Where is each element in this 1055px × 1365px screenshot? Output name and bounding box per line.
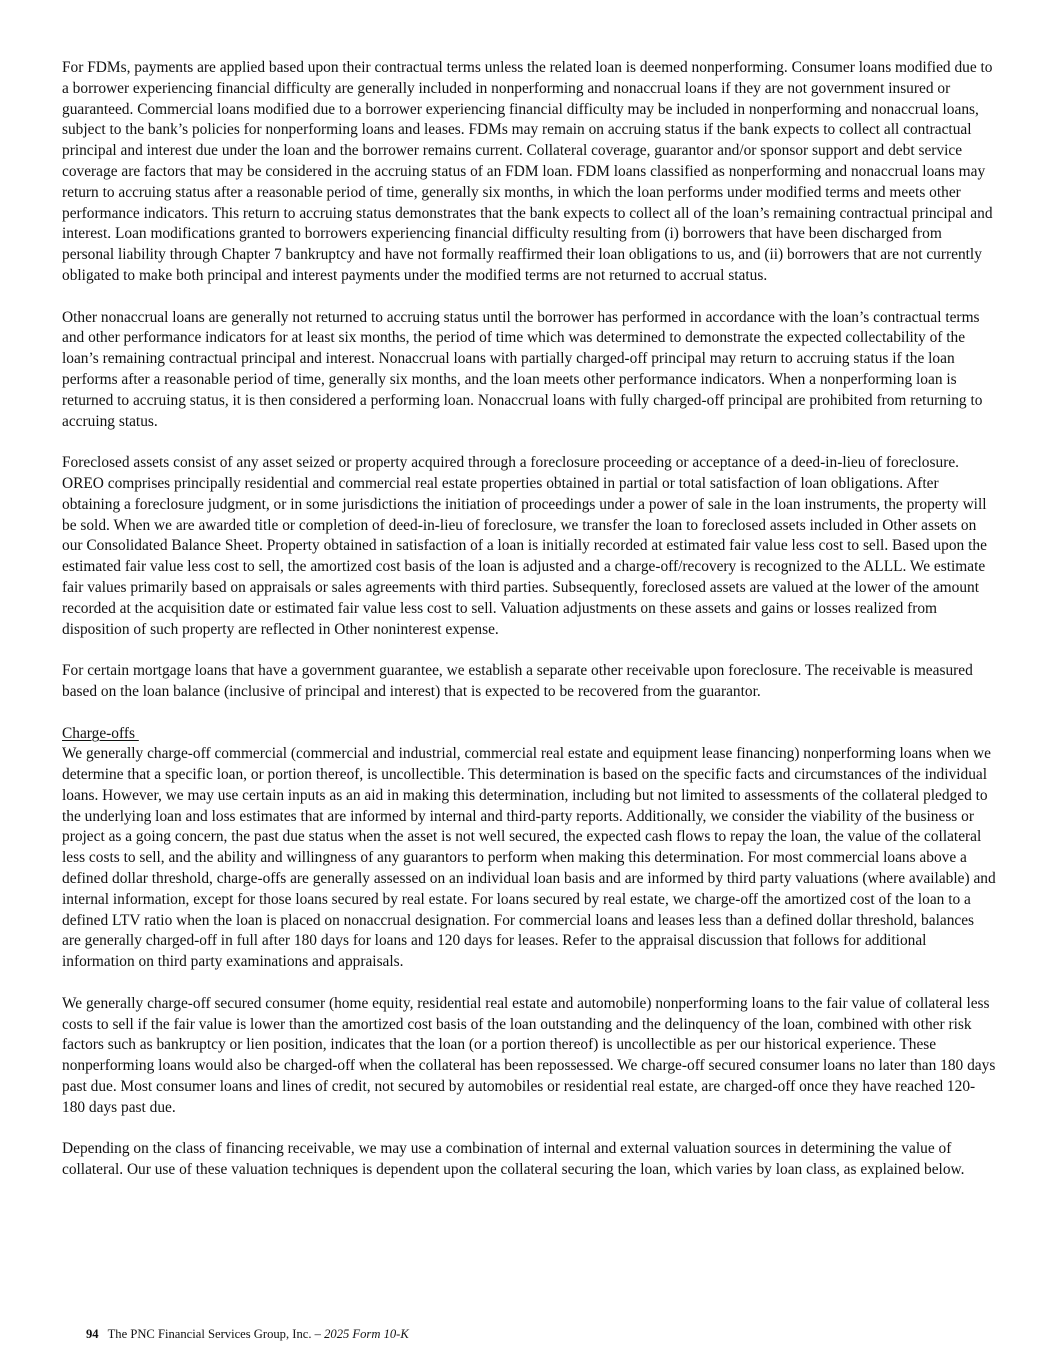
paragraph-valuation-sources: Depending on the class of financing receivable, we may use a combination of internal and external valuation sources in determining the value of collateral. Our use of these valuation techniques is dependent upon the collateral securing the loan, which varies by loan class, as explained below. [62, 1140, 965, 1179]
paragraph-fdm-payments: For FDMs, payments are applied based upon their contractual terms unless the related loan is deemed nonperforming. Consumer loans modified due to a borrower experiencing financial difficulty are generally included in nonperforming and nonaccrual loans if they are not government insured or guaranteed. Commercial loans modified due to a borrower experiencing financial difficulty may be included in nonperforming and nonaccrual loans, subject to the bank’s policies for nonperforming loans and leases. FDMs may remain on accruing status if the bank expects to collect all contractual principal and interest due under the loan and the borrower remains current. Collateral coverage, guarantor and/or sponsor support and debt service coverage are factors that may be considered in the accruing status of an FDM loan. FDM loans classified as nonperforming and nonaccrual loans may return to accruing status after a reasonable period of time, generally six months, in which the loan performs under modified terms and meets other performance indicators. This return to accruing status demonstrates that the bank expects to collect all of the loan’s remaining contractual principal and interest. Loan modifications granted to borrowers experiencing financial difficulty resulting from (i) borrowers that have been discharged from personal liability through Chapter 7 bankruptcy and have not formally reaffirmed their loan obligations to us, and (ii) borrowers that are not currently obligated to make both principal and interest payments under the modified terms are not returned to accrual status. [62, 59, 993, 284]
footer-page-number: 94 [86, 1327, 99, 1341]
page-footer [86, 1326, 409, 1342]
paragraph-foreclosed-assets: Foreclosed assets consist of any asset seized or property acquired through a foreclosure proceeding or acceptance of a deed-in-lieu of foreclosure. OREO comprises principally residential and commercial real estate properties obtained in partial or total satisfaction of loan obligations. After obtaining a foreclosure judgment, or in some jurisdictions the initiation of proceedings under a power of sale in the loan instruments, the property will be sold. When we are awarded title or completion of deed-in-lieu of foreclosure, we transfer the loan to foreclosed assets included in Other assets on our Consolidated Balance Sheet. Property obtained in satisfaction of a loan is initially recorded at estimated fair value less cost to sell. Based upon the estimated fair value less cost to sell, the amortized cost basis of the loan is adjusted and a charge-off/recovery is recognized to the ALLL. We estimate fair values primarily based on appraisals or sales agreements with third parties. Subsequently, foreclosed assets are valued at the lower of the amount recorded at the acquisition date or estimated fair value less cost to sell. Valuation adjustments on these assets and gains or losses realized from disposition of such property are reflected in Other noninterest expense. [62, 454, 987, 638]
paragraph-other-nonaccrual: Other nonaccrual loans are generally not returned to accruing status until the borrower has performed in accordance with the loan’s contractual terms and other performance indicators for at least six months, the period of time which was determined to demonstrate the expected collectability of the loan’s remaining contractual principal and interest. Nonaccrual loans with partially charged-off principal may return to accruing status if the loan performs after a reasonable period of time, generally six months, and the loan meets other performance indicators. When a nonperforming loan is returned to accruing status, it is then considered a performing loan. Nonaccrual loans with fully charged-off principal are prohibited from returning to accruing status. [62, 308, 983, 430]
document-body [62, 58, 996, 1202]
footer-company-name: The PNC Financial Services Group, Inc. – [107, 1327, 325, 1341]
footer-form-name: 2025 Form 10-K [324, 1327, 409, 1341]
paragraph-commercial-charge-offs: We generally charge-off commercial (commercial and industrial, commercial real estate and equipment lease financing) nonperforming loans when we determine that a specific loan, or portion thereof, is uncollectible. This determination is based on the specific facts and circumstances of the individual loans. However, we may use certain inputs as an aid in making this determination, including but not limited to assessments of the collateral pledged to the underlying loan and loss estimates that are informed by internal and third-party reports. Additionally, we consider the viability of the business or project as a going concern, the past due status when the asset is not well secured, the expected cash flows to repay the loan, the value of the collateral less costs to sell, and the ability and willingness of any guarantors to perform when making this determination. For most commercial loans above a defined dollar threshold, charge-offs are generally assessed on an individual loan basis and are informed by third party valuations (where available) and internal information, except for those loans secured by real estate. For loans secured by real estate, we charge-off the amortized cost of the loan to a defined LTV ratio when the loan is placed on nonaccrual designation. For commercial loans and leases less than a defined dollar threshold, balances are generally charged-off in full after 180 days for loans and 120 days for leases. Refer to the appraisal discussion that follows for additional information on third party examinations and appraisals. [62, 745, 996, 971]
section-heading-charge-offs: Charge-offs [62, 724, 139, 742]
paragraph-consumer-charge-offs: We generally charge-off secured consumer (home equity, residential real estate and automobile) nonperforming loans to the fair value of collateral less costs to sell if the fair value is lower than the amortized cost basis of the loan outstanding and the delinquency of the loan, combined with other risk factors such as bankruptcy or lien position, indicates that the loan (or a portion thereof) is uncollectible as per our historical experience. These nonperforming loans would also be charged-off when the collateral has been repossessed. We charge-off secured consumer loans no later than 180 days past due. Most consumer loans and lines of credit, not secured by automobiles or residential real estate, are charged-off once they have reached 120-180 days past due. [62, 994, 996, 1116]
paragraph-government-guarantee: For certain mortgage loans that have a government guarantee, we establish a separate other receivable upon foreclosure. The receivable is measured based on the loan balance (inclusive of principal and interest) that is expected to be recovered from the guarantor. [62, 662, 973, 700]
